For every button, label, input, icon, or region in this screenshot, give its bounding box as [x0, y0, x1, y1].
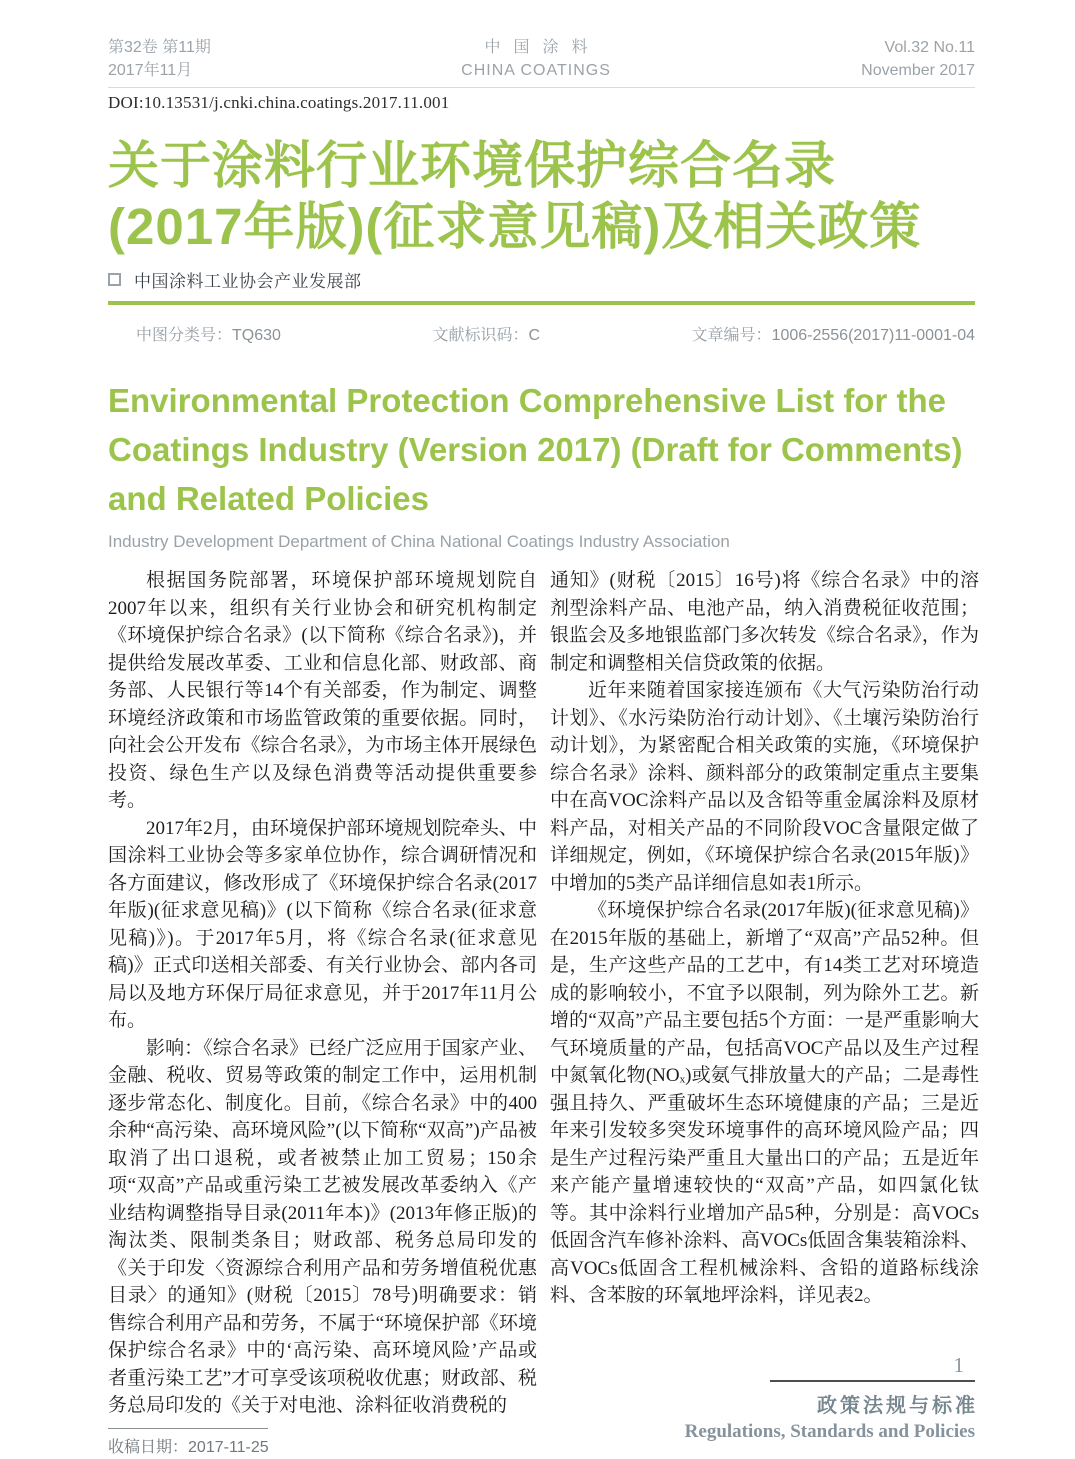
body-column-left	[108, 567, 537, 1459]
page-footer	[684, 1353, 978, 1443]
received-date-label: 收稿日期：	[108, 1438, 189, 1456]
received-date-footnote	[108, 1428, 537, 1459]
paragraph: 《环境保护综合名录(2017年版)(征求意见稿)》在2015年版的基础上，新增了“双高”产品52种。但是，生产这些产品的工艺中，有14类工艺对环境造成的影响较小，不宜予以限制，列为除外工艺。新增的“双高”产品主要包括5个方面：一是严重影响大气环境质量的产品，包括高VOC产品以及生产过程中氮氧化物(NOₓ)或氨气排放量大的产品；二是毒性强且持久、严重破坏生态环境健康的产品；三是近年来引发较多突发环境事件的高环境风险产品；四是生产过程污染严重且大量出口的产品；五是近年来产能产量增速较快的“双高”产品，如四氯化钛等。其中涂料行业增加产品5种，分别是：高VOCs低固含汽车修补涂料、高VOCs低固含集装箱涂料、高VOCs低固含工程机械涂料、含铅的道路标线涂料、含苯胺的环氧地坪涂料，详见表2。	[550, 900, 979, 1306]
document-code	[432, 322, 540, 345]
article-id-label: 文章编号：	[691, 327, 772, 344]
header-left	[108, 36, 211, 82]
square-bullet-icon	[108, 273, 121, 286]
journal-name-cn: 中国涂料	[484, 39, 601, 56]
header-center	[461, 36, 611, 82]
journal-header	[108, 36, 975, 88]
paragraph: 根据国务院部署，环境保护部环境规划院自2007年以来，组织有关行业协会和研究机构制定《环境保护综合名录》(以下简称《综合名录》)，并提供给发展改革委、工业和信息化部、财政部、商务部、人民银行等14个有关部委，作为制定、调整环境经济政策和市场监管政策的重要依据。同时，向社会公开发布《综合名录》，为市场主体开展绿色投资、绿色生产以及绿色消费等活动提供重要参考。	[108, 570, 537, 811]
footnote-rule	[108, 1428, 268, 1429]
header-right	[861, 36, 975, 82]
volume-issue-en: Vol.32 No.11	[884, 39, 975, 56]
article-title-en	[108, 376, 975, 523]
received-date-value: 2017-11-25	[188, 1438, 269, 1456]
page-content	[108, 36, 979, 1459]
date-en: November 2017	[861, 62, 975, 79]
article-title-cn-line1: 关于涂料行业环境保护综合名录	[108, 137, 837, 194]
author-row	[108, 267, 975, 292]
body-column-right	[550, 567, 979, 1459]
clc-number	[136, 322, 281, 345]
article-id	[692, 322, 975, 345]
date-cn: 2017年11月	[108, 62, 193, 79]
article-body	[108, 567, 979, 1459]
clc-value: TQ630	[232, 327, 281, 344]
clc-label: 中图分类号：	[136, 327, 233, 344]
section-title-en: Regulations, Standards and Policies	[684, 1421, 975, 1442]
article-title-cn	[108, 135, 975, 257]
paragraph: 影响：《综合名录》已经广泛应用于国家产业、金融、税收、贸易等政策的制定工作中，运用机制逐步常态化、制度化。目前，《综合名录》中的400余种“高污染、高环境风险”(以下简称“双高”)产品被取消了出口退税，或者被禁止加工贸易；150余项“双高”产品或重污染工艺被发展改革委纳入《产业结构调整指导目录(2011年本)》(2013年修正版)的淘汰类、限制类条目；财政部、税务总局印发的《关于印发〈资源综合利用产品和劳务增值税优惠目录〉的通知》(财税〔2015〕78号)明确要求：销售综合利用产品和劳务，不属于“环境保护部《环境保护综合名录》中的‘高污染、高环境风险’产品或者重污染工艺”才可享受该项税收优惠；财政部、税务总局印发的《关于对电池、涂料征收消费税的	[108, 1037, 537, 1416]
volume-issue-cn: 第32卷 第11期	[108, 39, 211, 56]
document-code-label: 文献标识码：	[432, 327, 529, 344]
footer-rule	[770, 1380, 975, 1382]
article-title-cn-line2: (2017年版)(征求意见稿)及相关政策	[108, 198, 922, 255]
section-title-cn: 政策法规与标准	[817, 1395, 978, 1417]
author-name-en: Industry Development Department of China National Coatings Industry Association	[108, 532, 730, 551]
journal-name-en: CHINA COATINGS	[461, 62, 611, 79]
document-code-value: C	[528, 327, 541, 344]
page-number: 1	[953, 1353, 964, 1377]
article-title-en-line3: and Related Policies	[108, 480, 429, 517]
author-name-cn: 中国涂料工业协会产业发展部	[134, 272, 362, 291]
paragraph: 2017年2月，由环境保护部环境规划院牵头、中国涂料工业协会等多家单位协作，综合调研情况和各方面建议，修改形成了《环境保护综合名录(2017年版)(征求意见稿)》(以下简称《综合名录(征求意见稿)》)。于2017年5月，将《综合名录(征求意见稿)》正式印送相关部委、有关行业协会、部内各司局以及地方环保厅局征求意见，并于2017年11月公布。	[108, 817, 537, 1031]
paragraph: 近年来随着国家接连颁布《大气污染防治行动计划》、《水污染防治行动计划》、《土壤污染防治行动计划》，为紧密配合相关政策的实施，《环境保护综合名录》涂料、颜料部分的政策制定重点主要集中在高VOC涂料产品以及含铅等重金属涂料及原材料产品，对相关产品的不同阶段VOC含量限定做了详细规定，例如，《环境保护综合名录(2015年版)》中增加的5类产品详细信息如表1所示。	[550, 680, 979, 894]
article-title-en-line2: Coatings Industry (Version 2017) (Draft for Comments)	[108, 431, 963, 468]
article-meta-row	[108, 322, 975, 345]
received-date	[108, 1434, 537, 1459]
accent-rule-divider	[108, 301, 975, 305]
paragraph: 通知》(财税〔2015〕16号)将《综合名录》中的溶剂型涂料产品、电池产品，纳入消费税征收范围；银监会及多地银监部门多次转发《综合名录》，作为制定和调整相关信贷政策的依据。	[550, 570, 979, 674]
article-id-value: 1006-2556(2017)11-0001-04	[771, 327, 975, 344]
article-title-en-line1: Environmental Protection Comprehensive List for the	[108, 382, 946, 419]
doi-line: DOI:10.13531/j.cnki.china.coatings.2017.11.001	[108, 93, 450, 112]
